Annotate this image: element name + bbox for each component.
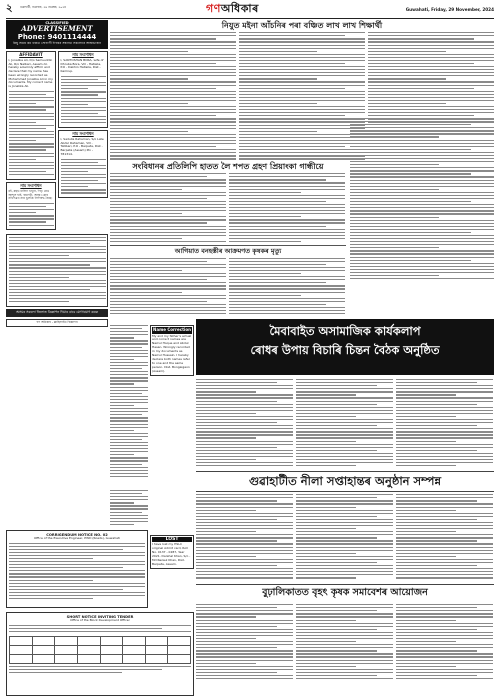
third-story-body <box>110 258 226 318</box>
second-story-body <box>110 173 226 245</box>
classified-ad[interactable]: নাম সংশোধন I, Sadulla Rahaman, S/o Late Abdul Rahaman, Vill - Tatibari, P.O - Barpeta, Dist - Barpeta (Assam) Pin - 781314. <box>58 130 108 198</box>
lead-headline[interactable]: নিযুত মইনা আঁচনিৰ পৰা বঞ্চিত লাখ লাখ শিক্ষাৰ্থী <box>221 21 383 30</box>
bottom-story-body <box>296 604 393 684</box>
lost-notice[interactable] <box>150 535 194 569</box>
classified-footer: গণ অধিকাৰ - ক্লাছিফাইড বিজ্ঞাপন <box>6 319 108 327</box>
column-story <box>110 325 148 485</box>
third-story-body <box>229 258 345 318</box>
guwahati-story-body <box>396 494 493 584</box>
classified-tagline: কিছু সময়ে কম খৰচত সোণালী দিগন্তৰ সন্ধানত সকলোৰে আস্থাভাজন <box>13 41 101 46</box>
right-column-story <box>350 118 494 286</box>
classified-ad[interactable]: নাম সংশোধন মই, মছাঃ চাহিদা খাতুন, পিতৃ মোঃ আব্দুল হাই, বৰপেটা, অসম। মোৰ নথিপত্ৰত নাম ভুলকৈ লিপিবদ্ধ হৈছে। <box>6 182 56 230</box>
banner-line-2: ৰোধৰ উপায় বিচাৰি চিন্তন বৈঠক অনুষ্ঠিত <box>250 343 440 358</box>
table-row <box>10 645 191 654</box>
classified-notice-bar: অসমৰ সকলো জিলাত বিজ্ঞাপন দিয়াৰ বাবে যোগাযোগ কৰক <box>6 309 108 317</box>
masthead <box>6 3 494 19</box>
second-headline[interactable]: সংবিধানৰ প্ৰতিলিপি হাতত লৈ শপত গ্ৰহণ প্ৰিয়াংকা গান্ধীয়ে <box>132 162 324 171</box>
tender-subtitle: Office of the Block Development Officer <box>70 618 130 623</box>
tender-title: SHORT NOTICE INVITING TENDER <box>66 615 134 619</box>
newspaper-logo[interactable]: গণঅধিকাৰ <box>206 2 259 15</box>
bottom-story-body <box>396 604 493 684</box>
classified-left-column <box>6 51 56 232</box>
classified-label: CLASSIFIED <box>45 21 69 25</box>
table-row <box>10 636 191 645</box>
lead-story-body <box>110 32 236 166</box>
tender-notice[interactable] <box>6 612 194 696</box>
banner-story-body <box>396 379 493 471</box>
name-correction-title: Name Correction <box>153 327 191 332</box>
banner-story-body <box>296 379 393 471</box>
masthead-left-text: গুৱাহাটী, শুক্ৰবাৰ, ২৯ নৱেম্বৰ, ২০২৪ <box>20 5 67 9</box>
name-correction-text: My and my father's actual and correct names are Nazrul Hoque and Abdul Hasan. Wrongly recorded in my documents as Nazrul Hussain. I hereby declare both names refer to one and the same person. Dist. Bongaigaon (Assam). <box>152 333 192 373</box>
lead-story-body <box>239 32 365 166</box>
masthead-date: Guwahati, Friday, 29 November, 2024 <box>405 7 494 12</box>
corrigendum-title: CORRIGENDUM NOTICE NO. 02 <box>46 533 108 537</box>
banner-story-body <box>196 379 293 471</box>
bottom-stories <box>196 379 494 684</box>
guwahati-story-body <box>196 494 293 584</box>
banner-headline[interactable] <box>196 319 494 375</box>
corrigendum-subtitle: Office of the Executive Engineer, PWD (Roads), Guwahati <box>34 536 120 541</box>
classified-wide-notice[interactable] <box>6 234 108 307</box>
guwahati-story-body <box>296 494 393 584</box>
classified-phone: Phone: 9401114444 <box>17 33 97 42</box>
name-correction-ad[interactable] <box>150 325 194 376</box>
classified-right-column <box>58 51 108 232</box>
lead-story-body <box>368 32 494 127</box>
classified-ad[interactable]: AFFIDAVIT I, Jonalika Ali, D/o Samsuddin Ali, R/o Nalbari, Assam do hereby solemnly affirm and declare that my name has been wrongly recorded as Mohammad Jonalika Ali in my documents. My correct name is Jonalika Ali. <box>6 51 56 180</box>
classified-ad[interactable]: নাম সংশোধন I, SANTOSHAN BORA, wife of Dhruba Bora, Vill - Hatisila, P.O - Dakhin Hatisila, Dist - Kamrup. <box>58 51 108 128</box>
table-row <box>10 654 191 663</box>
classified-header <box>6 20 108 49</box>
bottom-headline[interactable]: বুঢ়ালিকাতত বৃহৎ কৃষক সমাবেশৰ আয়োজন <box>196 584 494 602</box>
second-story-body <box>229 173 345 245</box>
lost-text: I have lost my HSLC original Admit card, Roll No. 0137 - 0287, Year 2021. Darshal Khan, S/o - Md Rezaul Khan, Dist. Barpeta, Assam. <box>152 542 191 566</box>
second-story <box>110 160 346 318</box>
guwahati-headline[interactable]: গুৱাহাটীত নীলা সপ্তাহান্তৰ অনুষ্ঠান সম্পন্ন <box>196 471 494 492</box>
tender-table <box>9 636 191 664</box>
column-story <box>110 490 148 530</box>
banner-line-1: মৈবাবাইত অসামাজিক কাৰ্যকলাপ <box>269 324 421 338</box>
corrigendum-notice[interactable] <box>6 530 148 608</box>
classified-title: ADVERTISEMENT <box>21 24 93 34</box>
bottom-story-body <box>196 604 293 684</box>
page-number: ২ <box>6 3 13 14</box>
lost-title: LOST <box>152 537 192 542</box>
third-headline[interactable]: আগিয়াত বনহস্তীৰ আক্ৰমণত কৃষকৰ মৃত্যু <box>110 245 346 257</box>
